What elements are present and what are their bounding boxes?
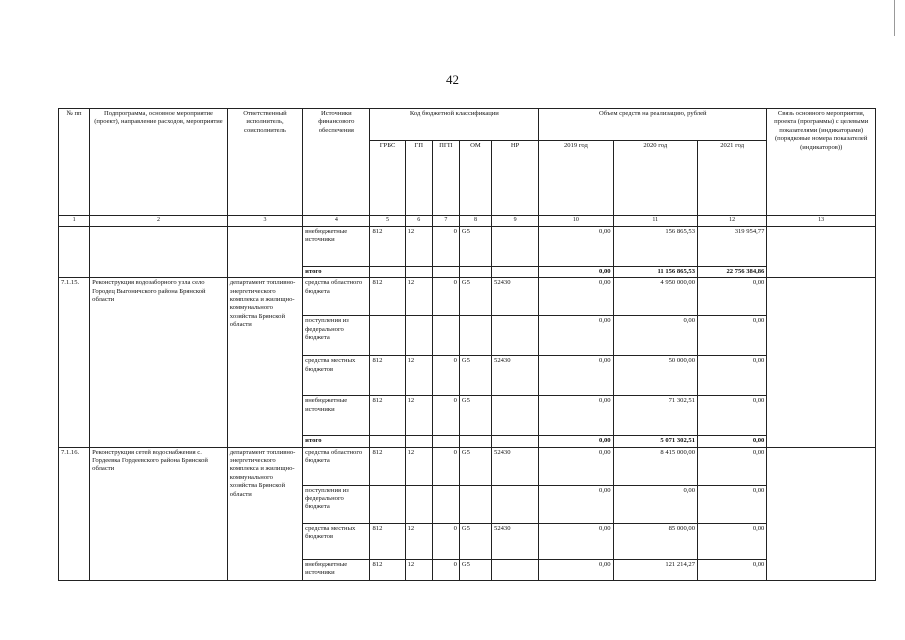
cell-np: 52430 — [492, 447, 539, 485]
header-2019: 2019 год — [539, 141, 613, 216]
cell-gp: 12 — [405, 447, 432, 485]
cell-source: средства областного бюджета — [303, 278, 370, 316]
column-number: 8 — [459, 216, 491, 227]
cell-responsible-empty — [227, 226, 302, 277]
cell-np — [492, 436, 539, 447]
table-row — [59, 278, 876, 316]
cell-item-name: Реконструкция водозаборного узла село Городец Выгоничского района Брянской области — [90, 278, 228, 447]
cell-pgp: 0 — [432, 559, 459, 580]
cell-2020: 0,00 — [613, 316, 697, 356]
cell-pgp — [432, 485, 459, 523]
cell-2021: 0,00 — [698, 559, 767, 580]
cell-om: G5 — [459, 356, 491, 396]
cell-source: поступления из федерального бюджета — [303, 316, 370, 356]
page-edge-line — [894, 0, 895, 36]
column-number: 10 — [539, 216, 613, 227]
cell-om — [459, 436, 491, 447]
column-number: 6 — [405, 216, 432, 227]
cell-np: 52430 — [492, 356, 539, 396]
cell-gp — [405, 485, 432, 523]
cell-source-total: итого — [303, 436, 370, 447]
header-num: № пп — [59, 109, 90, 216]
cell-om: G5 — [459, 447, 491, 485]
cell-om: G5 — [459, 559, 491, 580]
table-row — [59, 226, 876, 266]
column-number-row — [59, 216, 876, 227]
cell-2020: 8 415 000,00 — [613, 447, 697, 485]
cell-gp: 12 — [405, 559, 432, 580]
cell-2020: 121 214,27 — [613, 559, 697, 580]
cell-2021: 319 954,77 — [698, 226, 767, 266]
cell-grbs: 812 — [370, 356, 405, 396]
cell-2021: 0,00 — [698, 316, 767, 356]
cell-np: 52430 — [492, 523, 539, 559]
cell-2020: 50 000,00 — [613, 356, 697, 396]
cell-pgp — [432, 436, 459, 447]
cell-pgp: 0 — [432, 226, 459, 266]
cell-source-total: итого — [303, 266, 370, 277]
column-number: 3 — [227, 216, 302, 227]
cell-gp: 12 — [405, 523, 432, 559]
cell-om — [459, 316, 491, 356]
cell-gp: 12 — [405, 396, 432, 436]
column-number: 1 — [59, 216, 90, 227]
cell-np — [492, 316, 539, 356]
cell-om: G5 — [459, 278, 491, 316]
header-2021: 2021 год — [698, 141, 767, 216]
cell-gp — [405, 436, 432, 447]
table-header-row — [59, 109, 876, 141]
cell-num-empty — [59, 226, 90, 277]
cell-source: внебюджетные источники — [303, 396, 370, 436]
page-number: 42 — [446, 72, 459, 87]
cell-om — [459, 266, 491, 277]
cell-2019-total: 0,00 — [539, 266, 613, 277]
header-om: ОМ — [459, 141, 491, 216]
cell-name-empty — [90, 226, 228, 277]
cell-np — [492, 266, 539, 277]
cell-2019: 0,00 — [539, 485, 613, 523]
cell-2019: 0,00 — [539, 396, 613, 436]
cell-np — [492, 559, 539, 580]
header-subprogram: Подпрограмма, основное мероприятие (проект), направление расходов, мероприятие — [90, 109, 228, 216]
cell-2019: 0,00 — [539, 278, 613, 316]
cell-grbs — [370, 266, 405, 277]
cell-om — [459, 485, 491, 523]
cell-np — [492, 485, 539, 523]
cell-item-name: Реконструкция сетей водоснабжения с. Гордеевка Гордеевского района Брянской области — [90, 447, 228, 580]
cell-pgp: 0 — [432, 278, 459, 316]
cell-2019: 0,00 — [539, 316, 613, 356]
column-number: 2 — [90, 216, 228, 227]
header-responsible: Ответственный исполнитель, соисполнитель — [227, 109, 302, 216]
cell-2021: 0,00 — [698, 278, 767, 316]
cell-pgp — [432, 316, 459, 356]
cell-2019: 0,00 — [539, 523, 613, 559]
cell-gp: 12 — [405, 278, 432, 316]
cell-grbs — [370, 436, 405, 447]
header-budget-code: Код бюджетной классификации — [370, 109, 539, 141]
column-number: 7 — [432, 216, 459, 227]
cell-source: внебюджетные источники — [303, 559, 370, 580]
cell-np — [492, 226, 539, 266]
header-grbs: ГРБС — [370, 141, 405, 216]
cell-grbs — [370, 316, 405, 356]
column-number: 5 — [370, 216, 405, 227]
column-number: 11 — [613, 216, 697, 227]
cell-2021: 0,00 — [698, 396, 767, 436]
cell-pgp: 0 — [432, 523, 459, 559]
header-pgp: ПГП — [432, 141, 459, 216]
cell-2021-total: 22 756 384,86 — [698, 266, 767, 277]
cell-grbs: 812 — [370, 523, 405, 559]
cell-om: G5 — [459, 523, 491, 559]
cell-2019-total: 0,00 — [539, 436, 613, 447]
header-link-indicators: Связь основного мероприятия, проекта (программы) с целевыми показателями (индикаторами) (порядковые номера показателей (индикаторов)) — [767, 109, 876, 216]
cell-2020: 85 000,00 — [613, 523, 697, 559]
cell-source: поступления из федерального бюджета — [303, 485, 370, 523]
cell-gp — [405, 266, 432, 277]
cell-om: G5 — [459, 396, 491, 436]
cell-pgp: 0 — [432, 447, 459, 485]
column-number: 4 — [303, 216, 370, 227]
cell-2021: 0,00 — [698, 485, 767, 523]
header-2020: 2020 год — [613, 141, 697, 216]
cell-2019: 0,00 — [539, 356, 613, 396]
cell-grbs — [370, 485, 405, 523]
budget-table — [58, 108, 876, 581]
cell-link-empty — [767, 278, 876, 447]
header-sources: Источники финансового обеспечения — [303, 109, 370, 216]
cell-2020: 0,00 — [613, 485, 697, 523]
cell-link-empty — [767, 226, 876, 277]
cell-pgp: 0 — [432, 396, 459, 436]
cell-2020-total: 11 156 865,53 — [613, 266, 697, 277]
cell-item-number: 7.1.15. — [59, 278, 90, 447]
cell-link-empty — [767, 447, 876, 580]
cell-2021: 0,00 — [698, 523, 767, 559]
cell-grbs: 812 — [370, 559, 405, 580]
cell-2020-total: 5 071 302,51 — [613, 436, 697, 447]
cell-2021-total: 0,00 — [698, 436, 767, 447]
cell-gp — [405, 316, 432, 356]
cell-gp: 12 — [405, 356, 432, 396]
cell-item-responsible: департамент топливно-энергетического комплекса и жилищно-коммунального хозяйства Брянской области — [227, 278, 302, 447]
cell-pgp — [432, 266, 459, 277]
header-gp: ГП — [405, 141, 432, 216]
cell-2019: 0,00 — [539, 226, 613, 266]
header-np: НР — [492, 141, 539, 216]
cell-gp: 12 — [405, 226, 432, 266]
cell-source: внебюджетные источники — [303, 226, 370, 266]
cell-2019: 0,00 — [539, 447, 613, 485]
cell-np: 52430 — [492, 278, 539, 316]
cell-grbs: 812 — [370, 396, 405, 436]
column-number: 13 — [767, 216, 876, 227]
cell-item-number: 7.1.16. — [59, 447, 90, 580]
column-number: 9 — [492, 216, 539, 227]
table-row — [59, 447, 876, 485]
cell-pgp: 0 — [432, 356, 459, 396]
cell-np — [492, 396, 539, 436]
cell-2020: 71 302,51 — [613, 396, 697, 436]
cell-grbs: 812 — [370, 226, 405, 266]
cell-source: средства местных бюджетов — [303, 356, 370, 396]
cell-2021: 0,00 — [698, 356, 767, 396]
cell-grbs: 812 — [370, 447, 405, 485]
cell-source: средства областного бюджета — [303, 447, 370, 485]
cell-2020: 4 950 000,00 — [613, 278, 697, 316]
cell-grbs: 812 — [370, 278, 405, 316]
cell-2021: 0,00 — [698, 447, 767, 485]
cell-item-responsible: департамент топливно-энергетического комплекса и жилищно-коммунального хозяйства Брянской области — [227, 447, 302, 580]
cell-source: средства местных бюджетов — [303, 523, 370, 559]
cell-2019: 0,00 — [539, 559, 613, 580]
cell-2020: 156 865,53 — [613, 226, 697, 266]
header-volume: Объем средств на реализацию, рублей — [539, 109, 767, 141]
cell-om: G5 — [459, 226, 491, 266]
column-number: 12 — [698, 216, 767, 227]
